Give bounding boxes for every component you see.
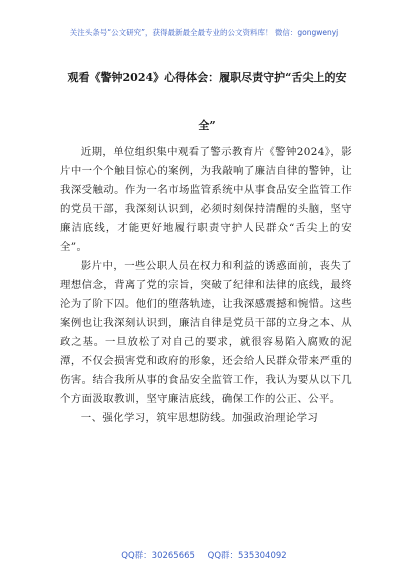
document-title-line-1: 观看《警钟2024》心得体会：履职尽责守护“舌尖上的安 [67,71,347,84]
footer-contact [0,549,408,561]
body-paragraph-1: 近期，单位组织集中观看了警示教育片《警钟2024》，影片中一个个触目惊心的案例，为我敲响了廉洁自律的警钟，让我深受触动。作为一名市场监管系统中从事食品安全监管工作的党员干部，我深刻认识到，必须时刻保持清醒的头脑，坚守廉洁底线，才能更好地履行职责守护人民群众“舌尖上的安全”。 [60,146,352,253]
document-body [60,143,352,428]
body-paragraph-2: 影片中，一些公职人员在权力和利益的诱惑面前，丧失了理想信念，背离了党的宗旨，突破了纪律和法律的底线，最终沦为了阶下囚。他们的堕落轨迹，让我深感震撼和惋惜。这些案例也让我深刻认识到，廉洁自律是党员干部的立身之本、从政之基。一旦放松了对自己的要求，就很容易陷入腐败的泥潭，不仅会损害党和政府的形象，还会给人民群众带来严重的伤害。结合我所从事的食品安全监管工作，我认为要从以下几个方面汲取教训，坚守廉洁底线，确保工作的公正、公平。 [60,260,352,405]
document-title-line-2: 全” [198,119,216,132]
header-notice: 关注头条号“公文研究”，获得最新最全最专业的公文资料库！ 微信：gongwenyj [69,28,339,37]
footer-qq-group-1: QQ群：30265665 [121,551,195,561]
footer-qq-group-2: QQ群：535304092 [207,551,287,561]
body-paragraph-3: 一、强化学习，筑牢思想防线。加强政治理论学习 [80,412,319,424]
